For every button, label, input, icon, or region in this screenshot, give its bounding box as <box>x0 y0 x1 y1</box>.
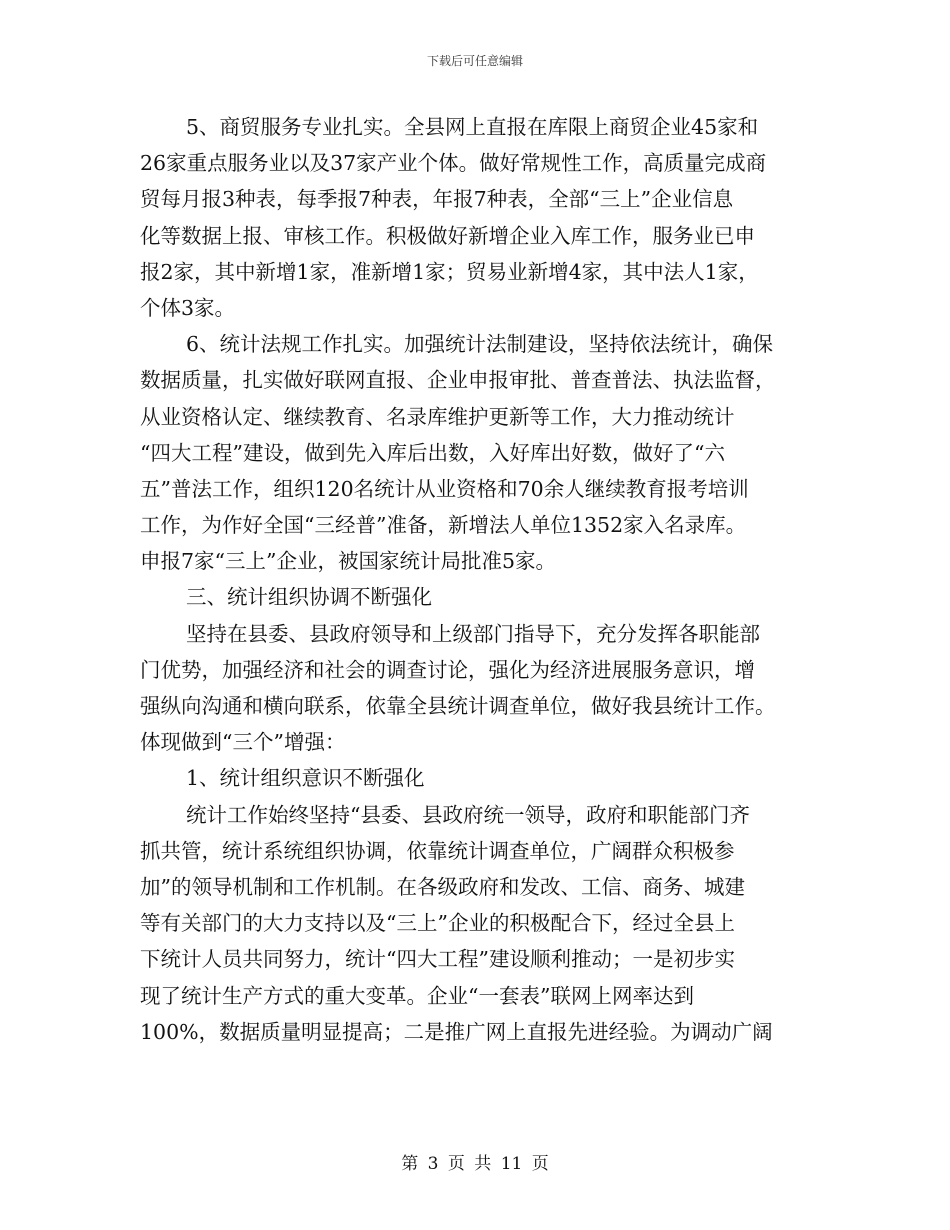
text-line: 强纵向沟通和横向联系，依靠全县统计调查单位，做好我县统计工作。 <box>140 694 776 718</box>
text-line: 加”的领导机制和工作机制。在各级政府和发改、工信、商务、城建 <box>140 874 745 899</box>
text-line: “四大工程”建设，做到先入库后出数，入好库出好数，做好了“六 <box>140 440 725 465</box>
text-line: 化等数据上报、审核工作。积极做好新增企业入库工作，服务业已申 <box>140 223 755 248</box>
text-line: 抓共管，统计系统组织协调，依靠统计调查单位，广阔群众积极参 <box>140 838 735 863</box>
text-line: 26家重点服务业以及37家产业个体。做好常规性工作，高质量完成商 <box>140 151 767 176</box>
text-line: 申报7家“三上”企业，被国家统计局批准5家。 <box>140 549 557 574</box>
text-line: 现了统计生产方式的重大变革。企业“一套表”联网上网率达到 <box>140 983 694 1008</box>
text-line: 下统计人员共同努力，统计“四大工程”建设顺利推动；一是初步实 <box>140 947 735 972</box>
text-line: 统计工作始终坚持“县委、县政府统一领导，政府和职能部门齐 <box>186 802 750 827</box>
text-line: 6、统计法规工作扎实。加强统计法制建设，坚持依法统计，确保 <box>186 332 774 357</box>
text-line: 五”普法工作，组织120名统计从业资格和70余人继续教育报考培训 <box>140 476 749 501</box>
page-footer: 第 3 页 共 11 页 <box>401 1154 549 1174</box>
text-line: 个体3家。 <box>140 295 236 320</box>
text-line: 等有关部门的大力支持以及“三上”企业的积极配合下，经过全县上 <box>140 911 735 936</box>
text-line: 三、统计组织协调不断强化 <box>186 585 432 610</box>
text-line: 数据质量，扎实做好联网直报、企业申报审批、普查普法、执法监督， <box>140 368 776 393</box>
body-text <box>140 109 820 1050</box>
text-line: 坚持在县委、县政府领导和上级部门指导下，充分发挥各职能部 <box>186 621 760 646</box>
text-line: 5、商贸服务专业扎实。全县网上直报在库限上商贸企业45家和 <box>186 115 759 139</box>
text-line: 1、统计组织意识不断强化 <box>186 766 425 791</box>
text-line: 报2家，其中新增1家，准新增1家；贸易业新增4家，其中法人1家， <box>140 259 759 284</box>
text-line: 100%，数据质量明显提高；二是推广网上直报先进经验。为调动广阔 <box>140 1019 773 1044</box>
text-line: 体现做到“三个”增强： <box>140 730 346 755</box>
page-header: 下载后可任意编辑 <box>426 54 523 68</box>
text-line: 工作，为作好全国“三经普”准备，新增法人单位1352家入名录库。 <box>140 513 747 538</box>
text-line: 从业资格认定、继续教育、名录库维护更新等工作，大力推动统计 <box>140 404 735 429</box>
text-line: 门优势，加强经济和社会的调查讨论，强化为经济进展服务意识，增 <box>140 657 755 682</box>
text-line: 贸每月报3种表，每季报7种表，年报7种表，全部“三上”企业信息 <box>140 187 734 212</box>
